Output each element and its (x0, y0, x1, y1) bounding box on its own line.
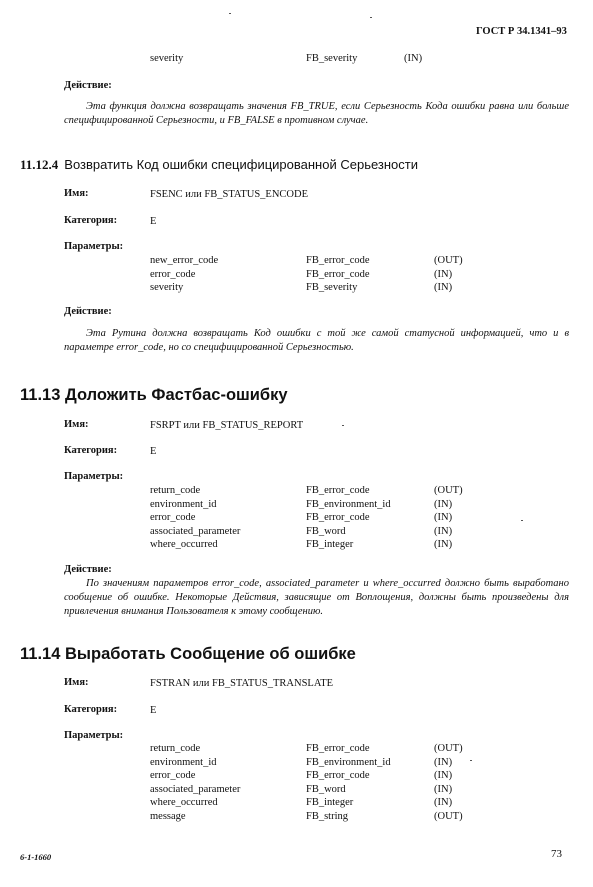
section-title: Доложить Фастбас-ошибку (64, 386, 288, 404)
param-type: FB_string (306, 810, 349, 822)
param-name: environment_id (150, 498, 217, 510)
params-label: Параметры: (64, 241, 124, 252)
params-label: Параметры: (64, 471, 124, 482)
param-type: FB_error_code (306, 512, 370, 523)
param-name: message (150, 810, 186, 822)
routine-category: E (150, 705, 157, 716)
param-name: return_code (150, 485, 201, 496)
category-label: Категория: (64, 704, 118, 715)
param-direction: (IN) (404, 53, 423, 64)
param-name: associated_parameter (150, 783, 241, 795)
param-dir: (IN) (434, 770, 453, 781)
routine-name: FSRPT или FB_STATUS_REPORT (150, 420, 304, 431)
section-title: Возвратить Код ошибки специфицированной Серьезности (64, 157, 418, 172)
param-type: FB_environment_id (306, 498, 391, 510)
action-label: Действие: (64, 564, 112, 575)
scan-speck (521, 520, 523, 521)
param-dir: (OUT) (434, 743, 463, 754)
action-text: Эта функция должна возвращать значения FB_TRUE, если Серьезность Кода ошибки равна или больше специфицированной Серьезности, и FB_FALSE в противном случае. (64, 101, 569, 126)
param-dir: (OUT) (434, 255, 463, 266)
param-dir: (IN) (434, 756, 453, 768)
action-text: По значениям параметров error_code, associated_parameter и where_occurred должно быть выработано сообщение об ошибке. Некоторые Действия, зависящие от Воплощения, должны быть произведены для привлечения внимания Пользователя к этому сообщению. (64, 578, 569, 617)
action-text: Эта Рутина должна возвращать Код ошибки с той же самой статусной информацией, что и в параметре error_code, но со специфицированной Серьезностью. (64, 328, 569, 353)
param-type: FB_word (306, 525, 346, 537)
param-type: FB_error_code (306, 770, 370, 781)
param-name: environment_id (150, 756, 217, 768)
routine-category: E (150, 216, 157, 227)
param-dir: (IN) (434, 268, 453, 280)
param-type: FB_word (306, 783, 346, 795)
routine-name: FSTRAN или FB_STATUS_TRANSLATE (150, 678, 334, 689)
scan-speck (470, 760, 472, 761)
param-dir: (OUT) (434, 810, 463, 822)
param-type: FB_error_code (306, 743, 370, 754)
param-name: severity (150, 282, 184, 293)
routine-category: E (150, 446, 157, 457)
param-dir: (IN) (434, 498, 453, 510)
param-name: associated_parameter (150, 525, 241, 537)
param-type: FB_integer (306, 797, 354, 808)
param-dir: (IN) (434, 512, 453, 523)
param-name: where_occurred (150, 539, 218, 550)
name-label: Имя: (64, 419, 89, 430)
section-heading-11-13 (20, 386, 288, 405)
scan-speck (370, 17, 372, 18)
param-dir: (IN) (434, 539, 453, 550)
scan-speck (342, 425, 344, 426)
section-title: Выработать Сообщение об ошибке (64, 645, 356, 663)
param-type: FB_severity (306, 282, 358, 293)
name-label: Имя: (64, 188, 89, 199)
param-name: return_code (150, 743, 201, 754)
param-dir: (IN) (434, 525, 453, 537)
param-type: FB_environment_id (306, 756, 391, 768)
section-number: 11.14 (20, 645, 61, 663)
section-heading-11-12-4 (20, 157, 418, 173)
param-dir: (IN) (434, 783, 453, 795)
param-type: FB_severity (306, 53, 358, 64)
category-label: Категория: (64, 445, 118, 456)
param-name: error_code (150, 268, 196, 280)
param-dir: (IN) (434, 797, 453, 808)
routine-name: FSENC или FB_STATUS_ENCODE (150, 189, 308, 200)
name-label: Имя: (64, 677, 89, 688)
print-code: 6-1-1660 (20, 852, 52, 862)
param-type: FB_error_code (306, 255, 370, 266)
param-name: error_code (150, 512, 196, 523)
param-name: new_error_code (150, 255, 219, 266)
section-heading-11-14 (20, 645, 356, 664)
page-number: 73 (551, 848, 562, 860)
scan-speck (229, 13, 231, 14)
action-label: Действие: (64, 306, 112, 317)
params-label: Параметры: (64, 730, 124, 741)
standard-header: ГОСТ Р 34.1341–93 (476, 26, 567, 37)
section-number: 11.13 (20, 386, 61, 404)
param-name: error_code (150, 770, 196, 781)
param-dir: (IN) (434, 282, 453, 293)
section-number: 11.12.4 (20, 157, 59, 172)
param-type: FB_error_code (306, 268, 370, 280)
param-name: severity (150, 53, 184, 64)
param-type: FB_error_code (306, 485, 370, 496)
param-name: where_occurred (150, 797, 218, 808)
param-dir: (OUT) (434, 485, 463, 496)
param-type: FB_integer (306, 539, 354, 550)
action-label: Действие: (64, 80, 112, 91)
category-label: Категория: (64, 215, 118, 226)
